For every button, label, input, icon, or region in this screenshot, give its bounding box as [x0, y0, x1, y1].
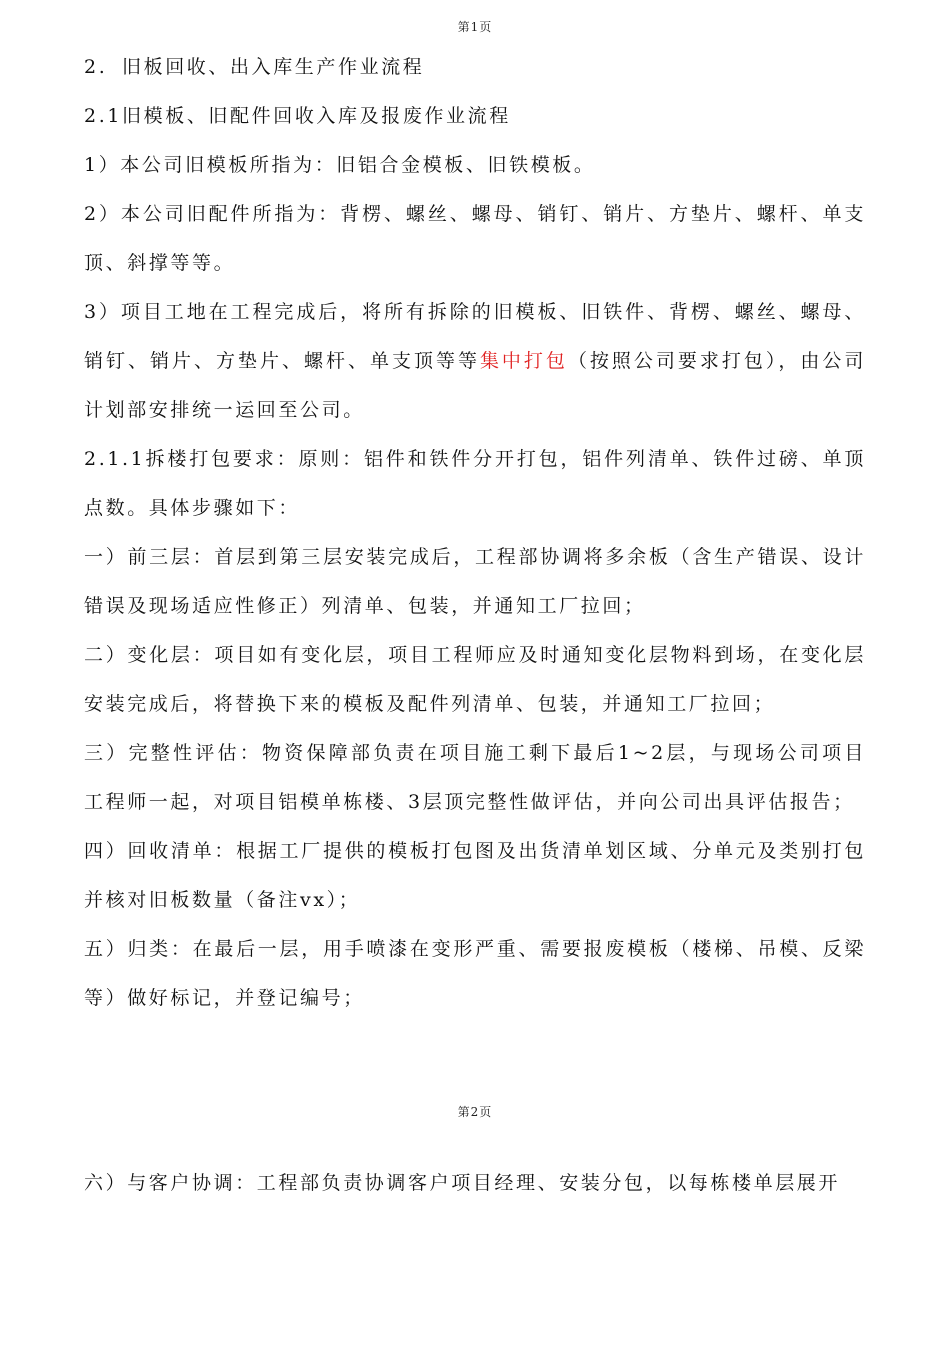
- section-heading: [84, 43, 866, 92]
- section-number: 2.: [84, 56, 108, 78]
- step-3: 三）完整性评估：物资保障部负责在项目施工剩下最后1~2层，与现场公司项目工程师一起，对项目铝模单栋楼、3层顶完整性做评估，并向公司出具评估报告；: [84, 742, 866, 813]
- item-2: 2）本公司旧配件所指为：背楞、螺丝、螺母、销钉、销片、方垫片、螺杆、单支顶、斜撑等等。: [84, 203, 866, 274]
- item-1: 1）本公司旧模板所指为：旧铝合金模板、旧铁模板。: [84, 154, 596, 176]
- page-header-2: 第2页: [457, 1105, 493, 1119]
- page-1-body: [84, 43, 866, 1023]
- step-1: 一）前三层：首层到第三层安装完成后，工程部协调将多余板（含生产错误、设计错误及现场适应性修正）列清单、包装，并通知工厂拉回；: [84, 546, 866, 617]
- subsection-heading: 2.1旧模板、旧配件回收入库及报废作业流程: [84, 105, 511, 127]
- item-3: [84, 288, 866, 435]
- subsection-211: 2.1.1拆楼打包要求：原则：铝件和铁件分开打包，铝件列清单、铁件过磅、单顶点数。具体步骤如下：: [84, 448, 866, 519]
- step-2: 二）变化层：项目如有变化层，项目工程师应及时通知变化层物料到场，在变化层安装完成后，将替换下来的模板及配件列清单、包装，并通知工厂拉回；: [84, 644, 866, 715]
- step-4: 四）回收清单：根据工厂提供的模板打包图及出货清单划区域、分单元及类别打包并核对旧板数量（备注vx）；: [84, 840, 866, 911]
- item-3-highlight: 集中打包: [479, 350, 568, 372]
- step-5: 五）归类：在最后一层，用手喷漆在变形严重、需要报废模板（楼梯、吊模、反梁等）做好标记，并登记编号；: [84, 938, 866, 1009]
- item-3-after: （按照公司要求打包），由公司计划部安排统一运回至公司。: [84, 350, 866, 421]
- section-title: 旧板回收、出入库生产作业流程: [122, 56, 425, 78]
- page-header-1: 第1页: [457, 20, 493, 34]
- page-2-body: [84, 1159, 866, 1208]
- step-6: 六）与客户协调：工程部负责协调客户项目经理、安装分包，以每栋楼单层展开: [84, 1172, 841, 1194]
- item-3-before: 3）项目工地在工程完成后，将所有拆除的旧模板、旧铁件、背楞、螺丝、螺母、销钉、销片、方垫片、螺杆、单支顶等等: [84, 301, 866, 372]
